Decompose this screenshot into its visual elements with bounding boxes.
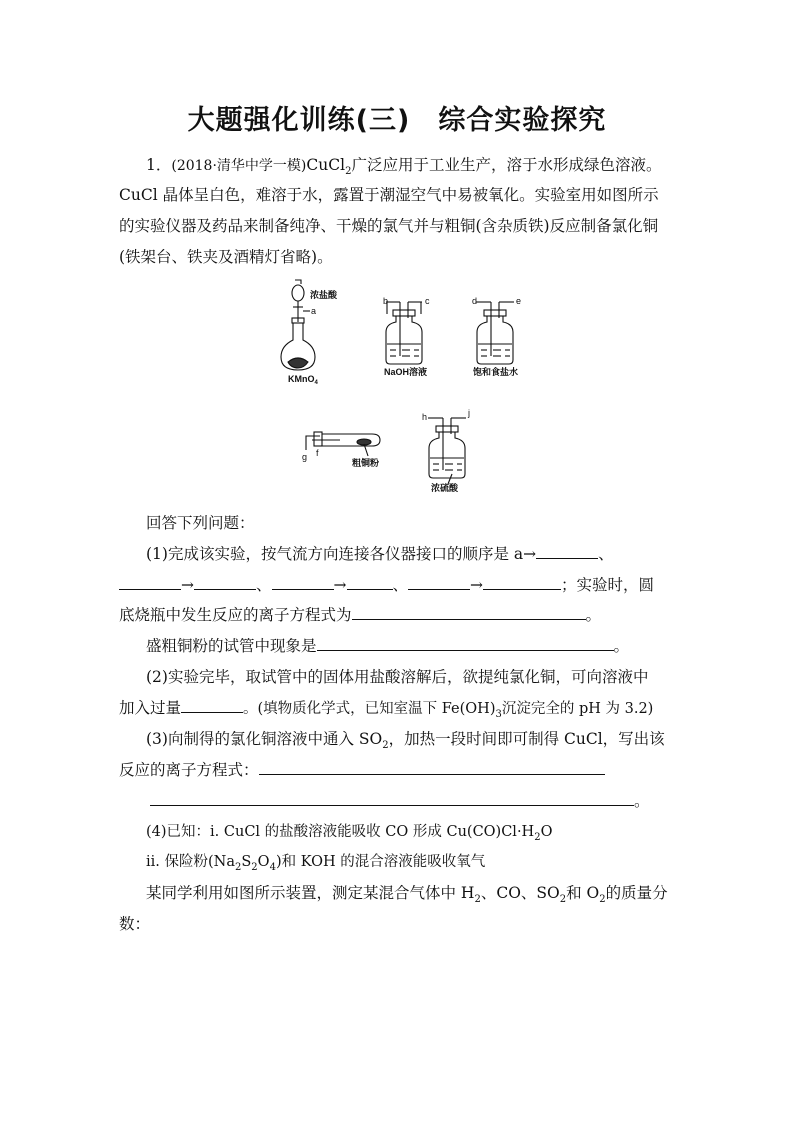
subscript: 2 — [234, 861, 242, 873]
part-4-text: (4)已知：i. CuCl 的盐酸溶液能吸收 CO 形成 Cu(CO)Cl·H — [146, 824, 535, 840]
port-c: c — [425, 296, 430, 306]
subscript: 2 — [251, 861, 258, 873]
part-1-line-3 — [119, 604, 601, 626]
answer-blank[interactable] — [536, 543, 598, 559]
punct: 、 — [598, 545, 614, 563]
port-e: e — [516, 296, 522, 306]
part-3-text: 反应的离子方程式： — [119, 761, 259, 779]
conc-sulfuric-acid-bottle — [428, 418, 466, 484]
port-g: g — [302, 452, 308, 462]
part-4-text: S — [241, 854, 252, 870]
part-2-text: 沉淀完全的 pH 为 3.2) — [501, 701, 654, 717]
part-4-text: 的质量分 — [605, 884, 668, 902]
question-number: 1． — [146, 156, 172, 174]
punct: 。 — [634, 792, 650, 810]
part-4-text: 、CO、SO — [480, 884, 560, 902]
part-4-line-4: 数： — [119, 915, 151, 933]
label-conc-hcl: 浓盐酸 — [310, 290, 338, 300]
part-1-text: 盛粗铜粉的试管中现象是 — [146, 637, 317, 655]
part-3-text: (3)向制得的氯化铜溶液中通入 SO — [146, 730, 383, 748]
question-text: 广泛应用于工业生产，溶于水形成绿色溶液。 — [351, 156, 662, 174]
subscript: 3 — [495, 709, 502, 721]
part-3-line-3 — [150, 790, 650, 812]
answer-blank[interactable] — [317, 635, 614, 651]
part-1-line-1 — [146, 543, 614, 565]
label-conc-h2so4: 浓硫酸 — [431, 483, 459, 493]
port-b: b — [383, 296, 389, 306]
part-1-line-4 — [146, 635, 629, 657]
answer-blank[interactable] — [347, 574, 393, 590]
port-a: a — [311, 306, 317, 316]
answers-intro: 回答下列问题： — [146, 514, 255, 532]
answer-blank[interactable] — [259, 759, 605, 775]
port-d: d — [472, 296, 478, 306]
question-1-line-4: (铁架台、铁夹及酒精灯省略)。 — [119, 248, 333, 266]
arrow: → — [470, 576, 484, 594]
answer-blank[interactable] — [150, 790, 634, 806]
question-1-line-1 — [146, 154, 661, 183]
apparatus-figure — [280, 278, 550, 498]
answer-blank[interactable] — [194, 574, 256, 590]
punct: 。 — [613, 637, 630, 655]
part-2-line-1: (2)实验完毕，取试管中的固体用盐酸溶解后，欲提纯氯化铜，可向溶液中 — [146, 668, 649, 686]
part-4-text: O — [257, 854, 270, 870]
part-3-line-1 — [146, 728, 665, 757]
subscript: 4 — [269, 861, 276, 873]
part-1-text: ；实验时，圆 — [561, 576, 655, 594]
part-3-line-2 — [119, 759, 605, 781]
part-2-line-2 — [119, 697, 653, 726]
part-4-text: O — [540, 824, 553, 840]
port-h: h — [422, 412, 428, 422]
part-4-text: 和 O — [566, 884, 600, 902]
label-naoh-solution: NaOH溶液 — [384, 367, 428, 377]
page-title: 大题强化训练(三) 综合实验探究 — [187, 105, 607, 136]
question-1-line-3: 的实验仪器及药品来制备纯净、干燥的氯气并与粗铜(含杂质铁)反应制备氯化铜 — [119, 217, 659, 235]
label-kmno4: KMnO$_4$ — [288, 374, 318, 386]
part-4-line-3 — [146, 882, 668, 911]
label-crude-copper: 粗铜粉 — [352, 458, 380, 468]
part-2-text: 加入过量 — [119, 699, 182, 717]
answer-blank[interactable] — [408, 574, 470, 590]
arrow: → — [181, 576, 194, 594]
port-f: f — [316, 448, 319, 458]
question-1-line-2: CuCl 晶体呈白色，难溶于水，露置于潮湿空气中易被氧化。实验室用如图所示 — [119, 186, 659, 204]
port-j: j — [468, 408, 470, 418]
answer-blank[interactable] — [483, 574, 561, 590]
answer-blank[interactable] — [181, 697, 243, 713]
subscript: 2 — [382, 740, 389, 752]
formula-cucl2: CuCl — [306, 156, 346, 174]
punct: 。 — [585, 606, 602, 624]
part-3-text: ，加热一段时间即可制得 CuCl，写出该 — [388, 730, 665, 748]
answer-blank[interactable] — [352, 604, 586, 620]
answer-blank[interactable] — [119, 574, 181, 590]
answer-blank[interactable] — [272, 574, 334, 590]
subscript: 2 — [474, 894, 481, 906]
saturated-brine-bottle — [476, 302, 514, 364]
question-source: (2018·清华中学一模) — [171, 158, 307, 174]
subscript: 2 — [559, 894, 567, 906]
arrow: → — [333, 576, 347, 594]
part-1-text: 底烧瓶中发生反应的离子方程式为 — [119, 606, 352, 624]
part-4-text: )和 KOH 的混合溶液能吸收氧气 — [275, 854, 486, 870]
part-1-line-2 — [119, 574, 654, 596]
part-2-text: 。(填物质化学式，已知室温下 Fe(OH) — [243, 701, 496, 717]
part-1-text: (1)完成该实验，按气流方向连接各仪器接口的顺序是 a→ — [146, 545, 537, 563]
subscript: 2 — [345, 166, 352, 178]
part-4-line-1 — [146, 821, 552, 849]
punct: 、 — [256, 576, 272, 594]
subscript: 2 — [534, 831, 541, 843]
part-4-text: 某同学利用如图所示装置，测定某混合气体中 H — [146, 884, 475, 902]
subscript: 2 — [599, 894, 606, 906]
label-saturated-brine: 饱和食盐水 — [473, 367, 519, 377]
part-4-line-2 — [146, 851, 485, 879]
part-4-text: ii. 保险粉(Na — [146, 854, 235, 870]
punct: 、 — [392, 576, 409, 594]
naoh-gas-washing-bottle — [386, 302, 422, 364]
